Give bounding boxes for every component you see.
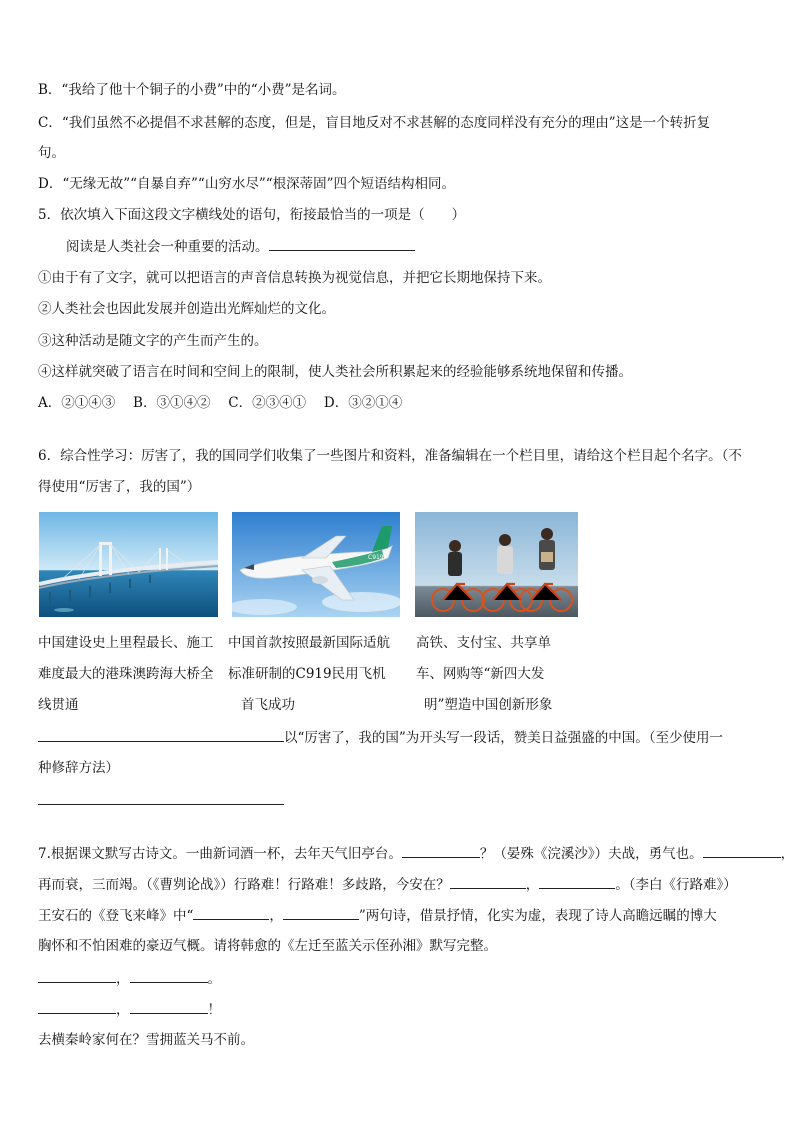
q7-blank-6: [283, 905, 359, 920]
q7-line3-b: ，: [269, 908, 283, 924]
q6-name-blank: [38, 727, 284, 742]
q6-task-text: 以“厉害了，我的国”为开头写一段话，赞美日益强盛的中国。（至少使用一: [284, 730, 724, 746]
q7-blank-9: [38, 999, 116, 1014]
q6-stem-line2: 得使用“厉害了，我的国”）: [38, 479, 201, 495]
q5-sentence-3: ③这种活动是随文字的产生而产生的。: [38, 333, 268, 349]
q7-blank-1: [402, 843, 480, 858]
q7-line3: [38, 905, 717, 926]
q5-sentence-4: ④这样就突破了语言在时间和空间上的限制，使人类社会所积累起来的经验能够系统地保留和传播。: [38, 364, 632, 380]
q5-sentence-1: ①由于有了文字，就可以把语言的声音信息转换为视觉信息，并把它长期地保持下来。: [38, 270, 551, 286]
q7-line6-a: ，: [116, 1002, 130, 1018]
q7-line2-a: 再而衰，三而竭。（《曹刿论战》）行路难！行路难！多歧路，今安在？: [38, 877, 450, 893]
caption-inventions-line2: 车、网购等“新四大发: [416, 666, 545, 682]
q7-line2-b: ，: [525, 877, 540, 893]
q7-blank-8: [130, 968, 208, 983]
q7-line3-a: 王安石的《登飞来峰》中“: [38, 908, 194, 924]
q5-intro: [66, 236, 415, 257]
q7-blank-10: [130, 999, 208, 1014]
q7-line7: 去横秦岭家何在？雪拥蓝关马不前。: [38, 1032, 254, 1048]
q7-line1-b: ？（晏殊《浣溪沙》）夫战，勇气也。: [479, 846, 703, 862]
q7-line2: [38, 874, 737, 895]
caption-plane-line2: 标准研制的C919民用飞机: [228, 666, 386, 682]
q5-stem: 5．依次填入下面这段文字横线处的语句，衔接最恰当的一项是（ ）: [38, 207, 466, 223]
caption-bridge-line2: 难度最大的港珠澳跨海大桥全: [38, 666, 214, 682]
caption-bridge-line3: 线贯通: [38, 697, 79, 713]
q7-blank-7: [38, 968, 116, 983]
q6-task-line1: [38, 727, 723, 748]
q7-line1: [38, 843, 794, 864]
q4-option-c-line1: C．“我们虽然不必提倡不求甚解的态度，但是，盲目地反对不求甚解的态度同样没有充分的理由”这是一个转折复: [38, 115, 711, 131]
q7-line2-c: 。（李白《行路难》）: [615, 877, 737, 893]
caption-bridge-line1: 中国建设史上里程最长、施工: [38, 635, 214, 651]
caption-plane-line1: 中国首款按照最新国际适航: [228, 635, 390, 651]
q6-stem-line1: 6．综合性学习：厉害了，我的国同学们收集了一些图片和资料，准备编辑在一个栏目里，请给这个栏目起个名字。（不: [38, 448, 742, 464]
q7-line1-c: ，: [780, 846, 794, 862]
q6-task-line2: 种修辞方法）: [38, 760, 119, 776]
q7-blank-3: [450, 874, 526, 889]
bridge-photo: [39, 512, 218, 617]
q6-writing-blank: [38, 790, 284, 805]
caption-plane-line3: 首飞成功: [241, 697, 295, 713]
q7-blank-5: [193, 905, 269, 920]
q7-line5-b: 。: [207, 971, 221, 987]
q4-option-b: B．“我给了他十个铜子的小费”中的“小费”是名词。: [38, 82, 346, 98]
q7-line6-b: ！: [207, 1002, 221, 1018]
q6-writing-line: [38, 790, 284, 811]
q4-option-d: D．“无缘无故”“自暴自弃”“山穷水尽”“根深蒂固”四个短语结构相同。: [38, 176, 456, 192]
caption-inventions-line3: 明”塑造中国创新形象: [424, 697, 553, 713]
plane-tail-label: C919: [368, 554, 384, 561]
q7-blank-2: [703, 843, 781, 858]
q5-answer-blank: [269, 236, 415, 251]
q7-line5-a: ，: [116, 971, 130, 987]
shared-bikes-photo: [415, 512, 578, 617]
q7-line5: [38, 968, 221, 989]
q5-intro-text: 阅读是人类社会一种重要的活动。: [66, 239, 269, 255]
q4-option-c-line2: 句。: [38, 145, 65, 161]
q7-line3-c: ”两句诗，借景抒情，化实为虚，表现了诗人高瞻远瞩的博大: [358, 908, 717, 924]
caption-inventions-line1: 高铁、支付宝、共享单: [416, 635, 551, 651]
q7-line1-a: 7.根据课文默写古诗文。一曲新词酒一杯，去年天气旧亭台。: [38, 846, 402, 862]
q7-blank-4: [539, 874, 615, 889]
airplane-photo: [232, 512, 400, 617]
q5-options: A．②①④③ B．③①④② C．②③④① D．③②①④: [38, 395, 403, 411]
q5-sentence-2: ②人类社会也因此发展并创造出光辉灿烂的文化。: [38, 301, 335, 317]
q7-line6: [38, 999, 221, 1020]
q7-line4: 胸怀和不怕困难的豪迈气概。请将韩愈的《左迁至蓝关示侄孙湘》默写完整。: [38, 938, 497, 954]
